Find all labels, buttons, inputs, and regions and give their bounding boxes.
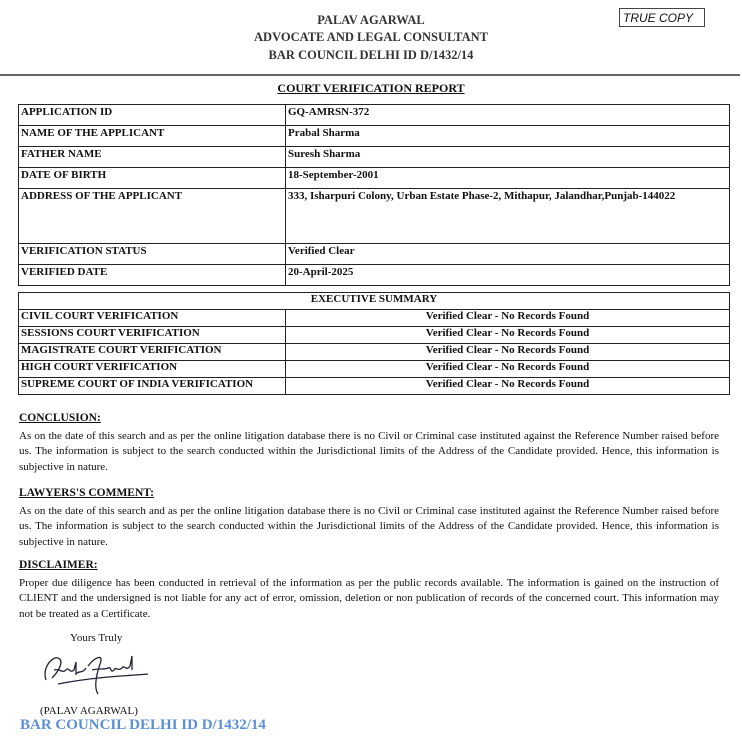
row-value: Verified Clear - No Records Found xyxy=(286,310,730,327)
table-row xyxy=(19,361,730,378)
table-row xyxy=(19,168,730,189)
row-label: NAME OF THE APPLICANT xyxy=(19,126,286,147)
row-value: 333, Isharpuri Colony, Urban Estate Phase-2, Mithapur, Jalandhar,Punjab-144022 xyxy=(286,189,730,244)
lawyers-comment-section xyxy=(19,486,719,550)
header-divider xyxy=(0,74,740,76)
table-row xyxy=(19,310,730,327)
row-value: Verified Clear xyxy=(286,244,730,265)
summary-heading-row xyxy=(19,293,730,310)
executive-summary-table xyxy=(18,292,730,395)
closing-text: Yours Truly xyxy=(70,632,123,644)
row-label: APPLICATION ID xyxy=(19,105,286,126)
row-value: Verified Clear - No Records Found xyxy=(286,378,730,395)
row-value: Verified Clear - No Records Found xyxy=(286,327,730,344)
conclusion-heading: CONCLUSION: xyxy=(19,412,101,424)
row-label: SESSIONS COURT VERIFICATION xyxy=(19,327,286,344)
table-row xyxy=(19,244,730,265)
row-label: VERIFIED DATE xyxy=(19,265,286,286)
report-title: COURT VERIFICATION REPORT xyxy=(277,81,465,95)
advocate-bar-id: BAR COUNCIL DELHI ID D/1432/14 xyxy=(268,48,474,62)
disclaimer-text: Proper due diligence has been conducted in retrieval of the information as per the public records available. The information is gained on the instruction of CLIENT and the undersigned is not liable for any act of error, omission, deletion or non publication of records of the concerned court. This information may not be treated as a Certificate. xyxy=(19,576,719,620)
table-row xyxy=(19,378,730,395)
signatory-name: (PALAV AGARWAL) xyxy=(40,705,138,717)
summary-heading: EXECUTIVE SUMMARY xyxy=(19,293,730,310)
table-row xyxy=(19,265,730,286)
row-label: CIVIL COURT VERIFICATION xyxy=(19,310,286,327)
row-label: HIGH COURT VERIFICATION xyxy=(19,361,286,378)
disclaimer-heading: DISCLAIMER: xyxy=(19,559,98,571)
row-value: 18-September-2001 xyxy=(286,168,730,189)
applicant-details-table xyxy=(18,104,730,286)
row-label: SUPREME COURT OF INDIA VERIFICATION xyxy=(19,378,286,395)
lawyers-comment-heading: LAWYERS'S COMMENT: xyxy=(19,487,154,499)
signature-image xyxy=(38,648,148,700)
table-row xyxy=(19,344,730,361)
row-label: ADDRESS OF THE APPLICANT xyxy=(19,189,286,244)
table-row xyxy=(19,105,730,126)
row-value: Suresh Sharma xyxy=(286,147,730,168)
row-value: GQ-AMRSN-372 xyxy=(286,105,730,126)
row-label: DATE OF BIRTH xyxy=(19,168,286,189)
table-row xyxy=(19,327,730,344)
table-row xyxy=(19,147,730,168)
conclusion-section xyxy=(19,411,719,475)
conclusion-text: As on the date of this search and as per the online litigation database there is no Civil or Criminal case instituted against the Reference Number raised before us. The information is subject to the search conducted within the Jurisdictional limits of the Address of the Candidate provided. Hence, this information is subjective in nature. xyxy=(19,429,719,473)
row-value: Verified Clear - No Records Found xyxy=(286,344,730,361)
disclaimer-section xyxy=(19,558,719,622)
lawyers-comment-text: As on the date of this search and as per the online litigation database there is no Civil or Criminal case instituted against the Reference Number raised before us. The information is subject to the search conducted within the Jurisdictional limits of the Address of the Candidate provided. Hence, this information is subjective in nature. xyxy=(19,504,719,548)
true-copy-stamp: TRUE COPY xyxy=(619,8,705,27)
row-value: Verified Clear - No Records Found xyxy=(286,361,730,378)
table-row xyxy=(19,126,730,147)
row-value: Prabal Sharma xyxy=(286,126,730,147)
row-label: VERIFICATION STATUS xyxy=(19,244,286,265)
row-label: FATHER NAME xyxy=(19,147,286,168)
signatory-bar-id: BAR COUNCIL DELHI ID D/1432/14 xyxy=(20,717,266,733)
row-value: 20-April-2025 xyxy=(286,265,730,286)
advocate-designation: ADVOCATE AND LEGAL CONSULTANT xyxy=(254,30,488,44)
table-row xyxy=(19,189,730,244)
advocate-name: PALAV AGARWAL xyxy=(317,13,425,27)
row-label: MAGISTRATE COURT VERIFICATION xyxy=(19,344,286,361)
